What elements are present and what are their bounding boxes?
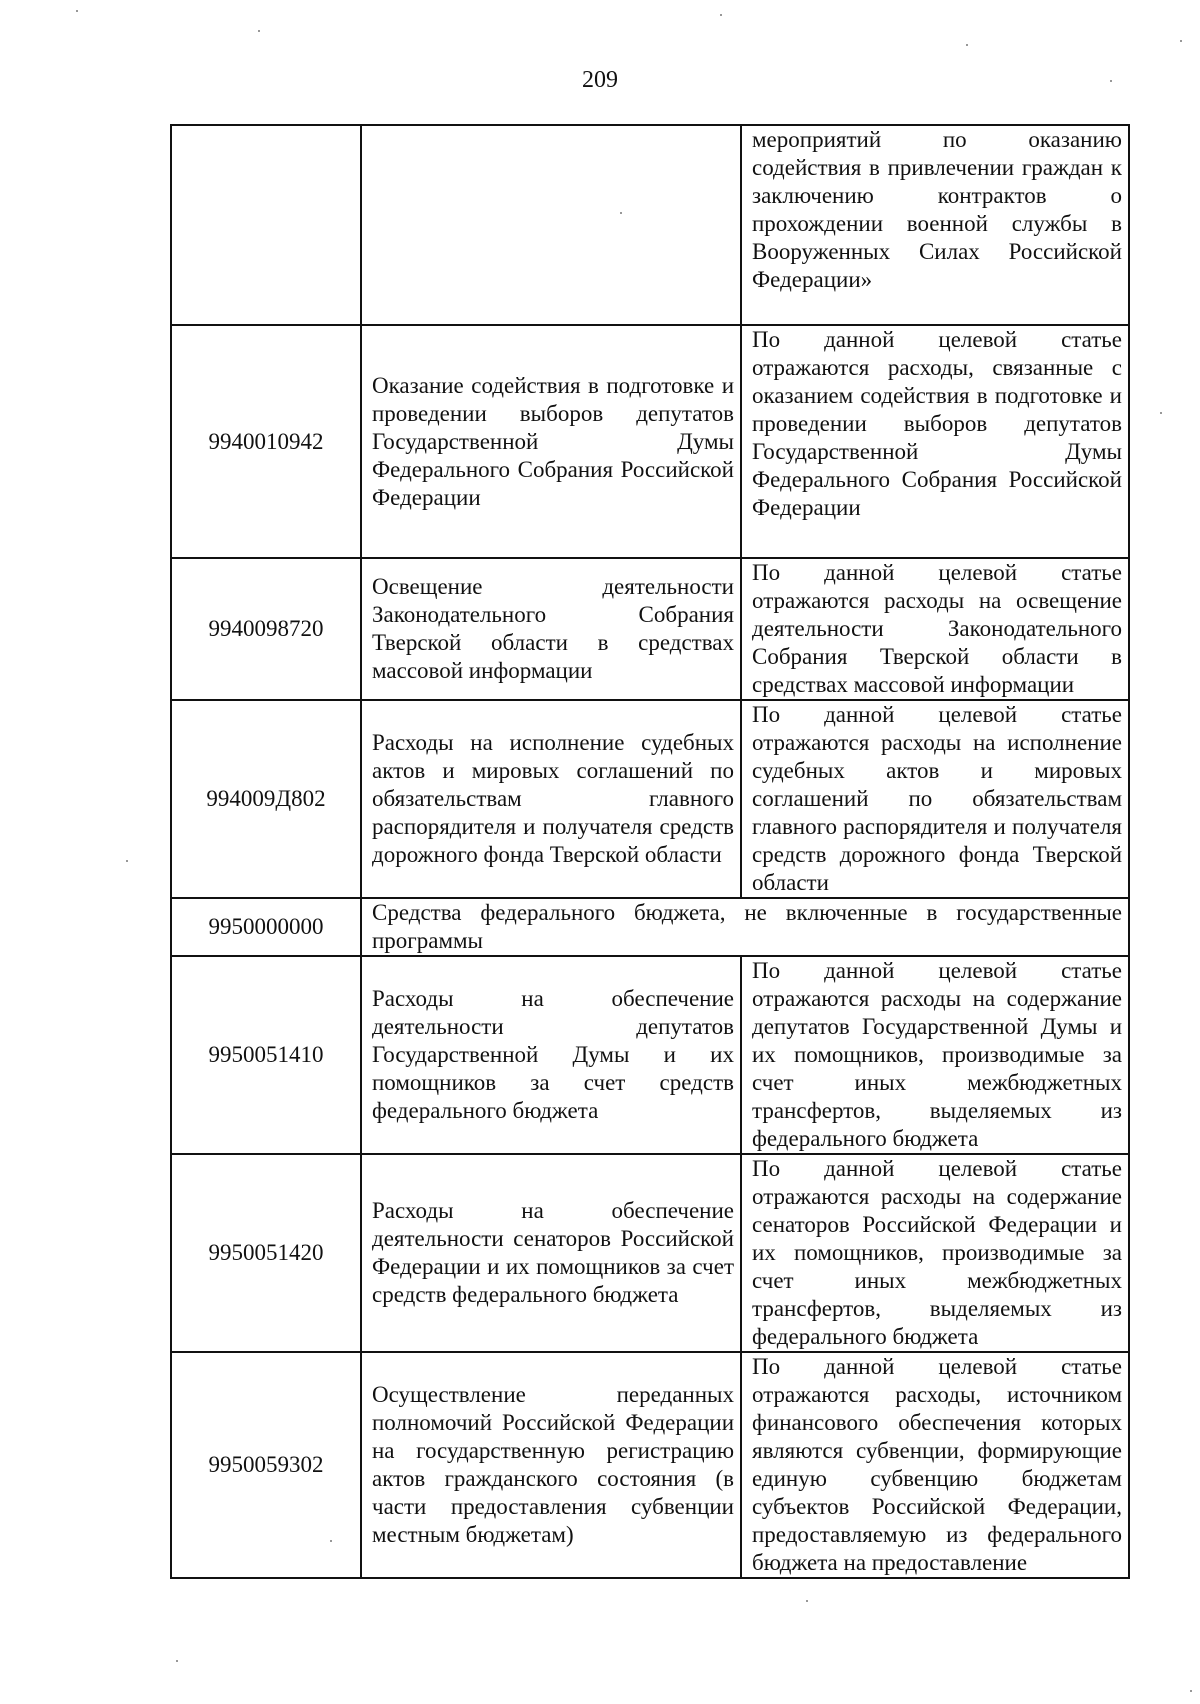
scan-speck: [76, 10, 78, 12]
target-code-cell: 9940098720: [171, 558, 361, 700]
target-name-cell: Осуществление переданных полномочий Российской Федерации на государственную регистрацию актов гражданского состояния (в части предоставления субвенции местным бюджетам): [361, 1352, 741, 1578]
section-title-cell: Средства федерального бюджета, не включенные в государственные программы: [361, 898, 1129, 956]
target-description-cell: По данной целевой статье отражаются расходы, связанные с оказанием содействия в подготовке и проведении выборов депутатов Государственной Думы Федерального Собрания Российской Федерации: [741, 325, 1129, 558]
table-row: [171, 956, 1129, 1154]
target-description-cell: По данной целевой статье отражаются расходы, источником финансового обеспечения которых являются субвенции, формирующие единую субвенцию бюджетам субъектов Российской Федерации, предоставляемую из федерального бюджета на предоставление: [741, 1352, 1129, 1578]
scan-speck: [1160, 412, 1162, 414]
target-code-cell: 9950059302: [171, 1352, 361, 1578]
scan-speck: [806, 1600, 808, 1602]
target-description-cell: По данной целевой статье отражаются расходы на исполнение судебных актов и мировых соглашений по обязательствам главного распорядителя и получателя средств дорожного фонда Тверской области: [741, 700, 1129, 898]
target-code-cell: 9950051420: [171, 1154, 361, 1352]
target-name-cell: Расходы на обеспечение деятельности сенаторов Российской Федерации и их помощников за счет средств федерального бюджета: [361, 1154, 741, 1352]
page-number: 209: [582, 67, 618, 93]
scan-speck: [126, 860, 128, 862]
target-name-cell: Расходы на обеспечение деятельности депутатов Государственной Думы и их помощников за счет средств федерального бюджета: [361, 956, 741, 1154]
table-row: [171, 558, 1129, 700]
table-row: [171, 125, 1129, 325]
scan-speck: [330, 1540, 332, 1542]
target-name-cell: Оказание содействия в подготовке и проведении выборов депутатов Государственной Думы Федерального Собрания Российской Федерации: [361, 325, 741, 558]
table-row: [171, 325, 1129, 558]
scan-speck: [620, 212, 622, 214]
table-row: [171, 1352, 1129, 1578]
budget-classification-table: [170, 124, 1130, 1579]
target-name-cell: Освещение деятельности Законодательного Собрания Тверской области в средствах массовой информации: [361, 558, 741, 700]
target-description-cell: мероприятий по оказанию содействия в привлечении граждан к заключению контрактов о прохождении военной службы в Вооруженных Силах Российской Федерации»: [741, 125, 1129, 325]
target-code-cell: 994009Д802: [171, 700, 361, 898]
target-code-cell: 9940010942: [171, 325, 361, 558]
scan-speck: [1180, 40, 1182, 42]
target-code-cell: [171, 125, 361, 325]
table-row: [171, 1154, 1129, 1352]
table-row: [171, 898, 1129, 956]
scan-speck: [258, 30, 260, 32]
scan-speck: [1190, 1690, 1192, 1692]
target-code-cell: 9950000000: [171, 898, 361, 956]
table-row: [171, 700, 1129, 898]
target-description-cell: По данной целевой статье отражаются расходы на освещение деятельности Законодательного Собрания Тверской области в средствах массовой информации: [741, 558, 1129, 700]
scan-speck: [966, 44, 968, 46]
target-code-cell: 9950051410: [171, 956, 361, 1154]
scan-speck: [176, 1660, 178, 1662]
scan-speck: [720, 14, 722, 16]
target-description-cell: По данной целевой статье отражаются расходы на содержание сенаторов Российской Федерации и их помощников, производимые за счет иных межбюджетных трансфертов, выделяемых из федерального бюджета: [741, 1154, 1129, 1352]
target-name-cell: [361, 125, 741, 325]
scan-speck: [1110, 80, 1112, 82]
target-description-cell: По данной целевой статье отражаются расходы на содержание депутатов Государственной Думы и их помощников, производимые за счет иных межбюджетных трансфертов, выделяемых из федерального бюджета: [741, 956, 1129, 1154]
target-name-cell: Расходы на исполнение судебных актов и мировых соглашений по обязательствам главного распорядителя и получателя средств дорожного фонда Тверской области: [361, 700, 741, 898]
